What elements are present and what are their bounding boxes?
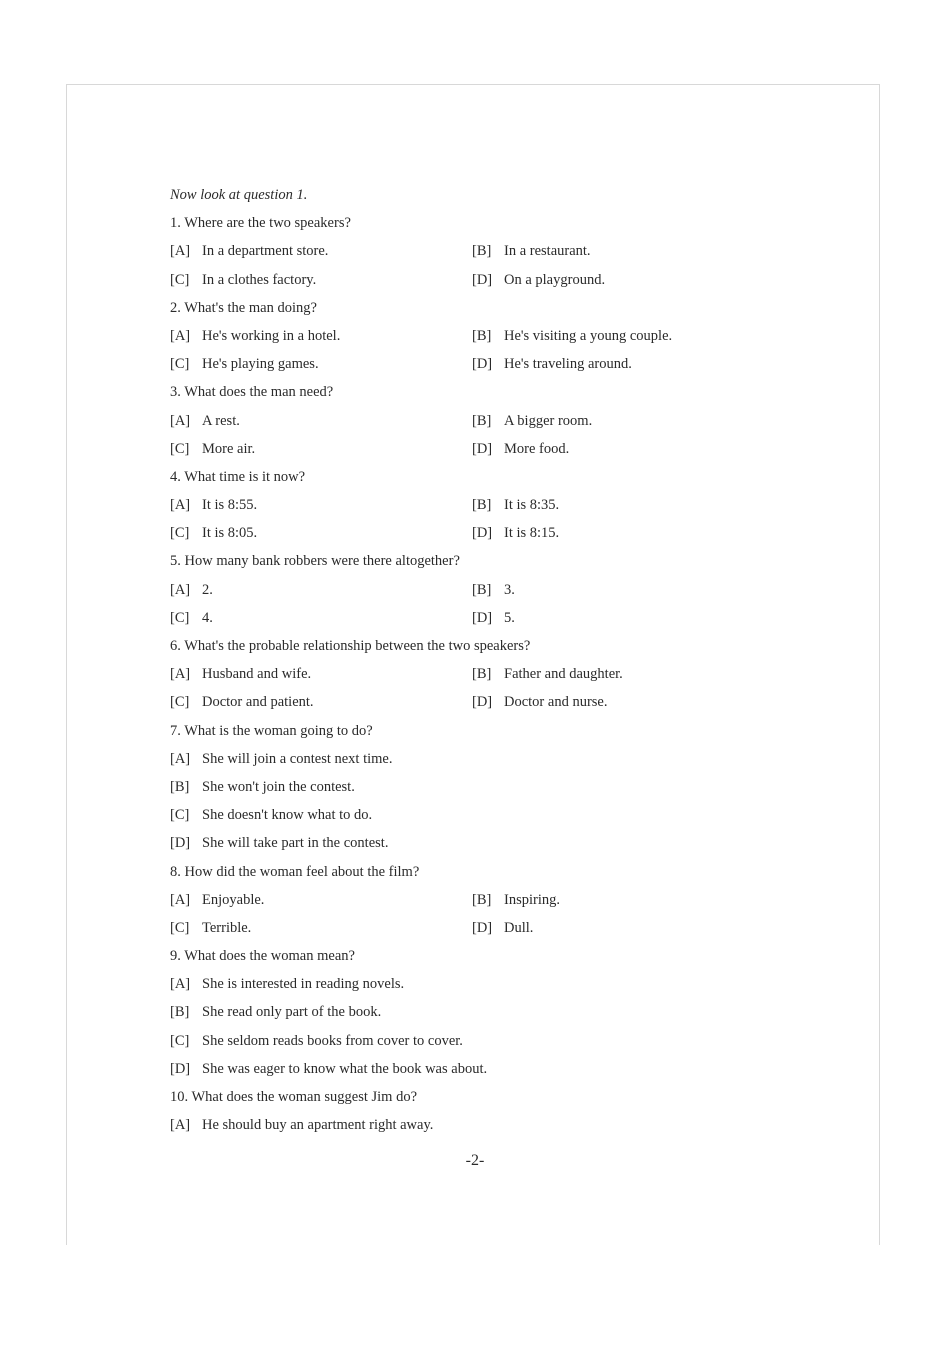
answer-option xyxy=(472,435,569,463)
option-text: She doesn't know what to do. xyxy=(202,807,373,824)
answer-option xyxy=(170,350,319,378)
option-letter: [C] xyxy=(170,440,190,457)
option-letter: [B] xyxy=(472,666,492,683)
option-row xyxy=(170,576,810,604)
option-letter: [A] xyxy=(170,666,191,683)
option-letter: [A] xyxy=(170,497,191,514)
option-row xyxy=(170,266,810,294)
answer-option xyxy=(170,745,392,773)
option-text: It is 8:35. xyxy=(504,497,560,514)
answer-option xyxy=(472,519,559,547)
question-text: 8. How did the woman feel about the film? xyxy=(170,863,420,880)
answer-option xyxy=(170,1055,487,1083)
answer-option xyxy=(472,322,672,350)
option-row xyxy=(170,237,810,265)
option-text: Doctor and nurse. xyxy=(504,694,608,711)
question-text: 10. What does the woman suggest Jim do? xyxy=(170,1089,418,1105)
option-text: She is interested in reading novels. xyxy=(202,976,405,993)
option-letter: [C] xyxy=(170,694,190,711)
question-text: 9. What does the woman mean? xyxy=(170,948,355,965)
option-text: He's working in a hotel. xyxy=(202,327,341,344)
answer-option xyxy=(170,604,213,632)
answer-option xyxy=(472,688,607,716)
option-letter: [A] xyxy=(170,976,191,993)
option-row xyxy=(170,519,810,547)
option-text: It is 8:15. xyxy=(504,525,560,542)
option-row xyxy=(170,998,810,1026)
option-text: He's playing games. xyxy=(202,356,319,373)
option-letter: [C] xyxy=(170,356,190,373)
option-letter: [D] xyxy=(170,1060,191,1077)
option-text: In a restaurant. xyxy=(504,243,591,260)
option-letter: [A] xyxy=(170,243,191,260)
answer-option xyxy=(170,237,328,265)
option-text: It is 8:55. xyxy=(202,497,258,514)
answer-option xyxy=(170,998,381,1026)
answer-option xyxy=(472,604,515,632)
option-letter: [C] xyxy=(170,609,190,626)
answer-option xyxy=(170,970,404,998)
answer-option xyxy=(170,773,355,801)
option-row xyxy=(170,970,810,998)
option-letter: [A] xyxy=(170,750,191,767)
option-letter: [C] xyxy=(170,271,190,288)
answer-option xyxy=(170,688,314,716)
answer-option xyxy=(472,237,591,265)
option-text: 2. xyxy=(202,581,213,598)
option-text: She read only part of the book. xyxy=(202,1004,382,1021)
option-letter: [C] xyxy=(170,807,190,824)
intro-text: Now look at question 1. xyxy=(170,187,308,203)
answer-option xyxy=(472,266,605,294)
option-text: A rest. xyxy=(202,412,240,429)
option-text: In a department store. xyxy=(202,243,329,260)
option-text: She will join a contest next time. xyxy=(202,750,393,767)
option-text: Husband and wife. xyxy=(202,666,312,683)
answer-option xyxy=(170,435,255,463)
option-letter: [A] xyxy=(170,891,191,908)
option-letter: [A] xyxy=(170,581,191,598)
option-letter: [D] xyxy=(472,919,493,936)
option-letter: [B] xyxy=(472,243,492,260)
option-row xyxy=(170,745,810,773)
answer-option xyxy=(472,576,515,604)
answer-option xyxy=(472,491,559,519)
answer-option xyxy=(170,1111,433,1139)
option-text: 5. xyxy=(504,609,515,626)
answer-option xyxy=(472,886,560,914)
option-row xyxy=(170,801,810,829)
option-text: Father and daughter. xyxy=(504,666,623,683)
option-text: She seldom reads books from cover to cover. xyxy=(202,1032,463,1049)
option-letter: [B] xyxy=(472,581,492,598)
answer-option xyxy=(472,914,533,942)
answer-option xyxy=(170,576,213,604)
question-text: 5. How many bank robbers were there altogether? xyxy=(170,553,460,570)
question-text: 7. What is the woman going to do? xyxy=(170,722,373,739)
answer-option xyxy=(170,1027,463,1055)
option-text: More air. xyxy=(202,440,256,457)
option-letter: [B] xyxy=(170,778,190,795)
answer-option xyxy=(170,266,316,294)
option-row xyxy=(170,435,810,463)
answer-option xyxy=(170,519,257,547)
answer-option xyxy=(170,322,340,350)
option-letter: [B] xyxy=(472,412,492,429)
option-row xyxy=(170,773,810,801)
question-list xyxy=(170,181,810,1139)
option-row xyxy=(170,407,810,435)
answer-option xyxy=(170,886,264,914)
option-letter: [D] xyxy=(472,271,493,288)
option-row xyxy=(170,1027,810,1055)
answer-option xyxy=(472,660,623,688)
option-row xyxy=(170,660,810,688)
option-text: A bigger room. xyxy=(504,412,593,429)
option-letter: [D] xyxy=(170,835,191,852)
answer-option xyxy=(170,829,388,857)
option-row xyxy=(170,688,810,716)
question-text: 4. What time is it now? xyxy=(170,468,306,485)
option-row xyxy=(170,1111,810,1139)
option-row xyxy=(170,886,810,914)
page-number: -2- xyxy=(465,1152,485,1169)
answer-option xyxy=(170,407,240,435)
option-letter: [A] xyxy=(170,412,191,429)
option-text: Enjoyable. xyxy=(202,891,265,908)
option-row xyxy=(170,491,810,519)
option-letter: [D] xyxy=(472,694,493,711)
question-text: 2. What's the man doing? xyxy=(170,299,317,316)
option-text: It is 8:05. xyxy=(202,525,258,542)
option-row xyxy=(170,604,810,632)
answer-option xyxy=(170,491,257,519)
option-letter: [B] xyxy=(170,1004,190,1021)
option-letter: [A] xyxy=(170,327,191,344)
question-text: 6. What's the probable relationship between the two speakers? xyxy=(170,638,531,654)
option-text: Terrible. xyxy=(202,919,252,936)
option-letter: [B] xyxy=(472,327,492,344)
option-text: More food. xyxy=(504,440,570,457)
option-text: Doctor and patient. xyxy=(202,694,314,711)
option-letter: [D] xyxy=(472,525,493,542)
option-text: 4. xyxy=(202,609,213,626)
option-row xyxy=(170,350,810,378)
answer-option xyxy=(170,914,251,942)
option-text: Dull. xyxy=(504,919,534,936)
option-letter: [C] xyxy=(170,1032,190,1049)
option-letter: [C] xyxy=(170,525,190,542)
option-text: He's visiting a young couple. xyxy=(504,327,673,344)
option-text: 3. xyxy=(504,581,515,598)
option-row xyxy=(170,322,810,350)
option-letter: [C] xyxy=(170,919,190,936)
option-text: He should buy an apartment right away. xyxy=(202,1117,434,1134)
option-row xyxy=(170,914,810,942)
answer-option xyxy=(472,407,592,435)
option-text: He's traveling around. xyxy=(504,356,632,373)
option-text: In a clothes factory. xyxy=(202,271,317,288)
question-text: 3. What does the man need? xyxy=(170,384,334,401)
answer-option xyxy=(472,350,632,378)
option-text: She will take part in the contest. xyxy=(202,835,389,852)
option-letter: [B] xyxy=(472,497,492,514)
answer-option xyxy=(170,801,372,829)
option-row xyxy=(170,829,810,857)
option-letter: [A] xyxy=(170,1117,191,1134)
question-text: 1. Where are the two speakers? xyxy=(170,215,351,232)
option-letter: [D] xyxy=(472,356,493,373)
option-text: On a playground. xyxy=(504,271,606,288)
option-letter: [D] xyxy=(472,609,493,626)
option-row xyxy=(170,1055,810,1083)
answer-option xyxy=(170,660,311,688)
option-text: She was eager to know what the book was about. xyxy=(202,1060,488,1077)
option-letter: [D] xyxy=(472,440,493,457)
option-text: She won't join the contest. xyxy=(202,778,355,795)
option-letter: [B] xyxy=(472,891,492,908)
option-text: Inspiring. xyxy=(504,891,560,908)
